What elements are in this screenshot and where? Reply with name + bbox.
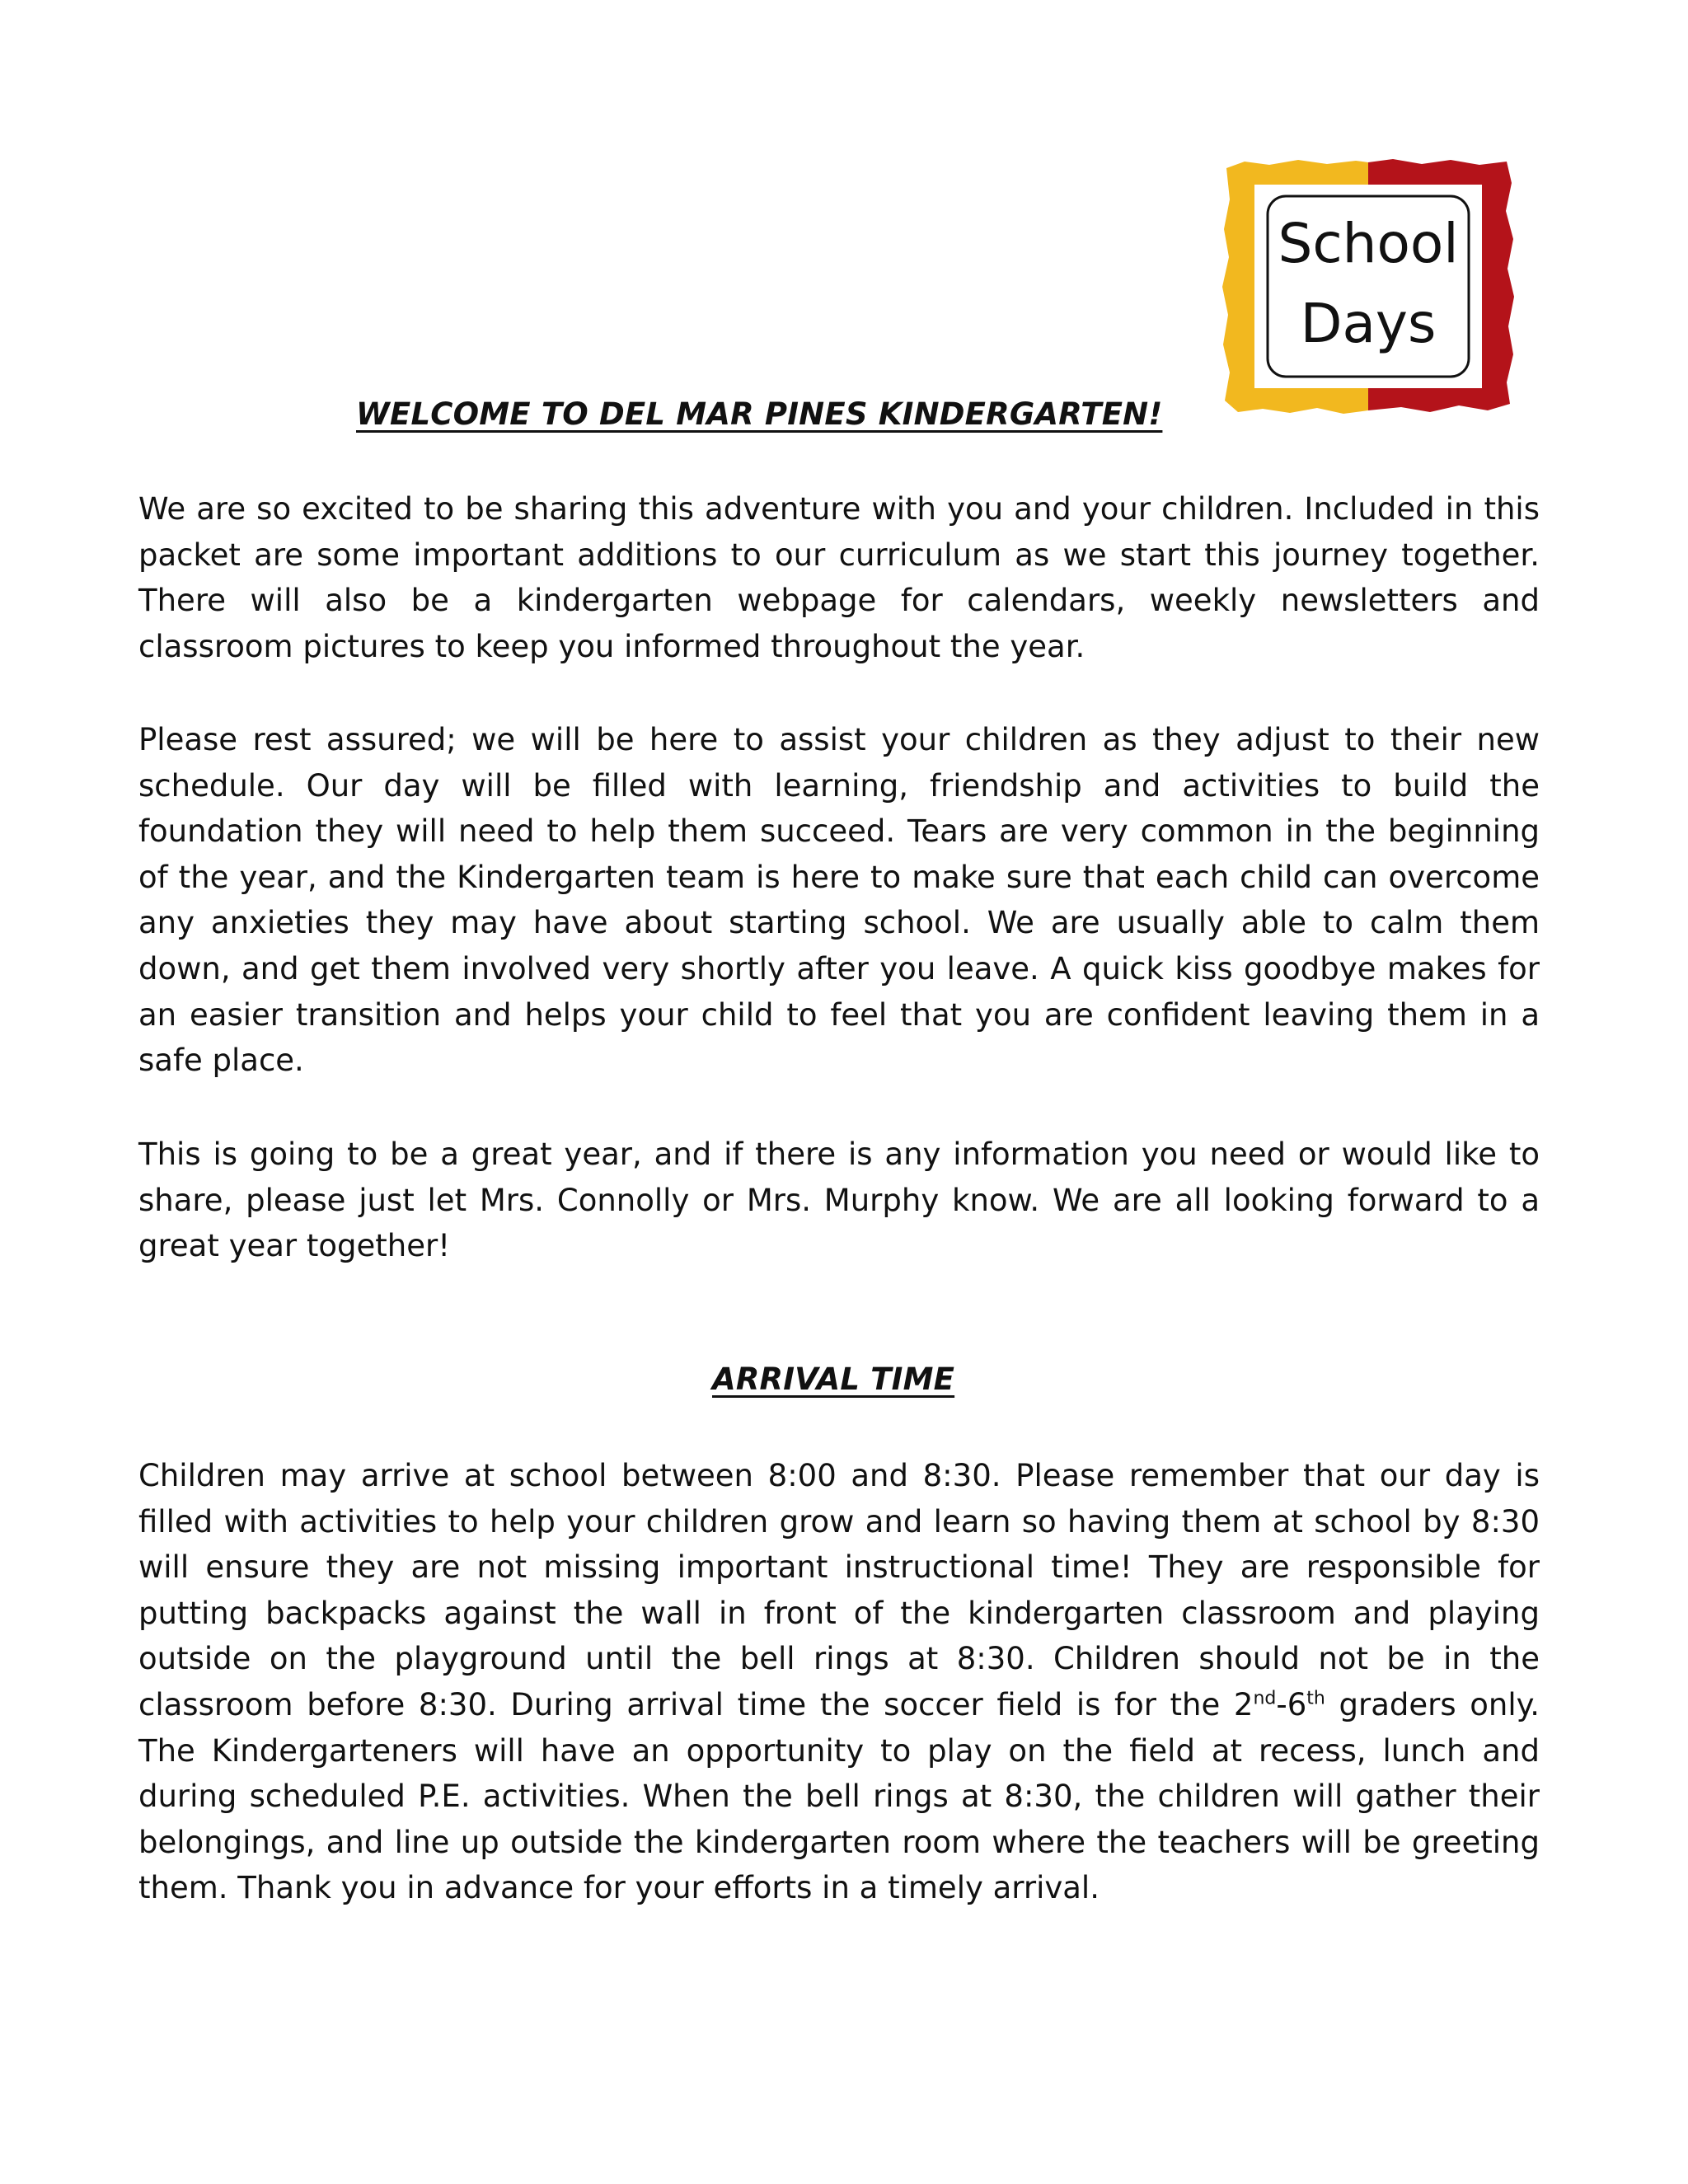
welcome-heading: WELCOME TO DEL MAR PINES KINDERGARTEN!: [356, 396, 1163, 432]
welcome-paragraph-3: This is going to be a great year, and if there is any information you need or would like to share, please just let Mrs. Connolly or Mrs. Murphy know. We are all looking forward to a great year together!: [138, 1137, 1540, 1264]
logo-text-line1: School: [1278, 212, 1459, 275]
arrival-text-part3: graders only. The Kindergarteners will have an opportunity to play on the field at recess, lunch and during scheduled P.E. activities. When the bell rings at 8:30, the children will gather their belongings, and line up outside the kindergarten room where the teachers will be greeting them. Thank you in advance for your efforts in a timely arrival.: [138, 1686, 1540, 1906]
arrival-sup-th: th: [1306, 1688, 1325, 1709]
arrival-heading: ARRIVAL TIME: [712, 1361, 955, 1397]
welcome-paragraph-2: Please rest assured; we will be here to assist your children as they adjust to their new schedule. Our day will be filled with learning, friendship and activities to build the foundation they will need to help them succeed. Tears are very common in the beginning of the year, and the Kindergarten team is here to make sure that each child can overcome any anxieties they may have about starting school. We are usually able to calm them down, and get them involved very shortly after you leave. A quick kiss goodbye makes for an easier transition and helps your child to feel that you are confident leaving them in a safe place.: [138, 722, 1540, 1079]
arrival-text-part2: -6: [1276, 1686, 1307, 1722]
logo-text-line2: Days: [1300, 292, 1437, 355]
arrival-sup-nd: nd: [1253, 1688, 1277, 1709]
school-days-logo: [1220, 157, 1517, 416]
welcome-paragraph-1: We are so excited to be sharing this adventure with you and your children. Included in this packet are some important additions to our curriculum as we start this journey together. There will also be a kindergarten webpage for calendars, weekly newsletters and classroom pictures to keep you informed throughout the year.: [138, 491, 1540, 664]
arrival-text-part1: Children may arrive at school between 8:00 and 8:30. Please remember that our day is filled with activities to help your children grow and learn so having them at school by 8:30 will ensure they are not missing important instructional time! They are responsible for putting backpacks against the wall in front of the kindergarten classroom and playing outside on the playground until the bell rings at 8:30. Children should not be in the classroom before 8:30. During arrival time the soccer field is for the 2: [138, 1458, 1540, 1722]
school-days-logo-icon: [1220, 157, 1517, 416]
arrival-paragraph: [138, 1453, 1540, 1911]
